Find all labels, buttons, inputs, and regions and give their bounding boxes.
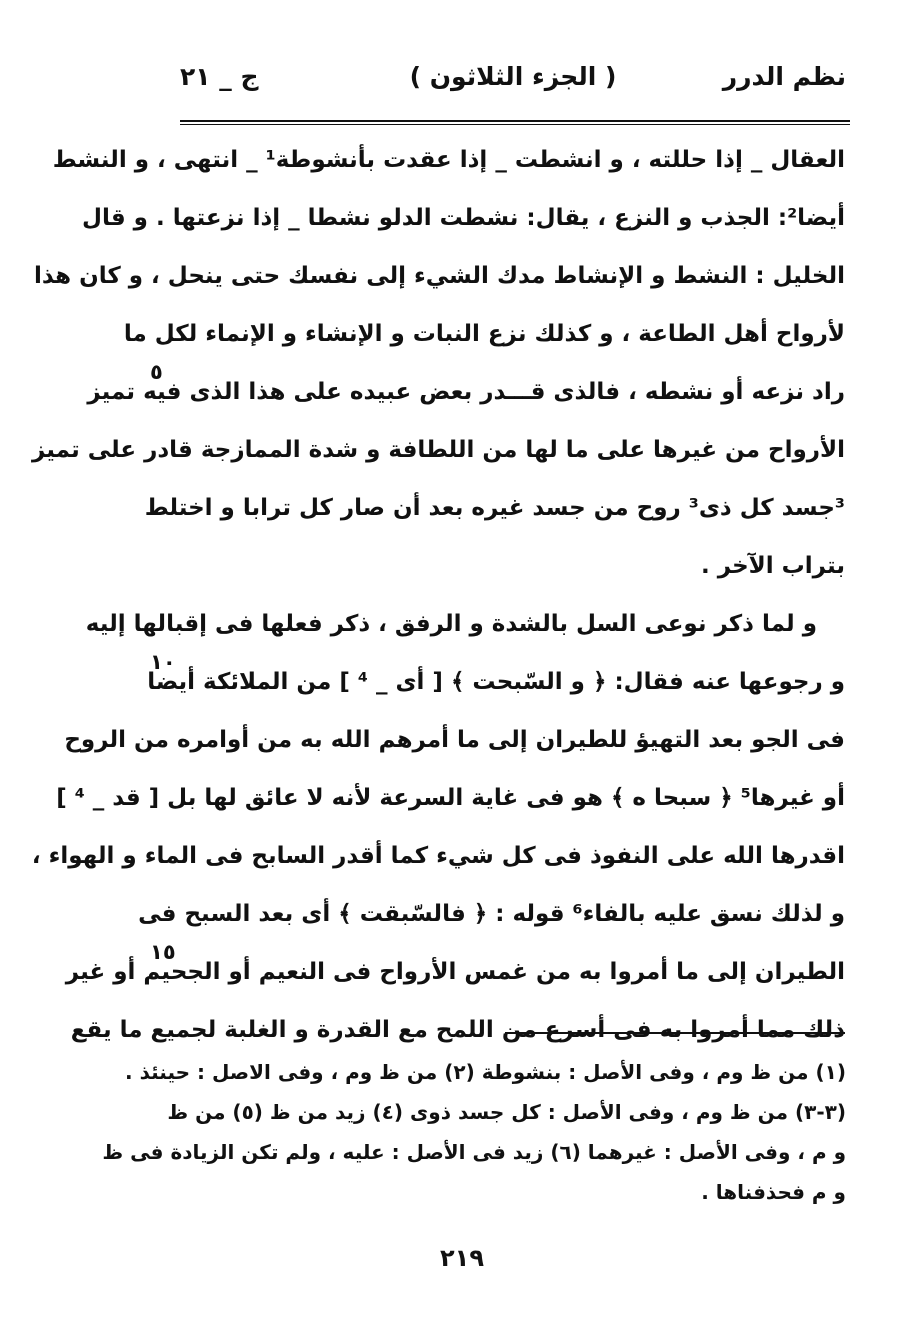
footnotes bbox=[102, 1052, 846, 1212]
text-line: ذلك مما أمروا به فى أسرع من اللمح مع القدرة و الغلبة لجميع ما يقع bbox=[70, 1017, 845, 1043]
text-line: راد نزعه أو نشطه ، فالذى قـــدر بعض عبيده على هذا الذى فيه تميز bbox=[87, 379, 845, 405]
text-line: بتراب الآخر . bbox=[701, 553, 845, 579]
footnote-line: و م ، وفى الأصل : غيرهما (٦) زيد فى الأصل : عليه ، ولم تكن الزيادة فى ظ bbox=[102, 1140, 846, 1164]
line-number: ١٠ bbox=[150, 650, 176, 674]
header-rule bbox=[180, 120, 850, 122]
text-line: الطيران إلى ما أمروا به من غمس الأرواح فى النعيم أو الجحيم أو غير bbox=[65, 959, 845, 985]
text-line: و لذلك نسق عليه بالفاء⁶ قوله : ﴿ فالسّبقت ﴾ أى بعد السبح فى bbox=[138, 901, 845, 927]
footnote-line: و م فحذفناها . bbox=[701, 1180, 846, 1204]
text-line: الأرواح من غيرها على ما لها من اللطافة و شدة الممازجة قادر على تميز bbox=[31, 437, 845, 463]
text-line: أو غيرها⁵ ﴿ سبحا ه ﴾ هو فى غاية السرعة لأنه لا عائق لها بل [ قد _ ⁴ ] bbox=[56, 785, 845, 811]
footnote-line: (١) من ظ وم ، وفى الأصل : بنشوطة (٢) من ظ وم ، وفى الاصل : حينئذ . bbox=[125, 1060, 846, 1084]
header-volume: ج _ ٢١ bbox=[180, 62, 259, 91]
text-line: ³جسد كل ذى³ روح من جسد غيره بعد أن صار كل ترابا و اختلط bbox=[144, 495, 845, 521]
text-line: فى الجو بعد التهيؤ للطيران إلى ما أمرهم الله به من أوامره من الروح bbox=[64, 727, 845, 753]
text-line: العقال _ إذا حللته ، و انشطت _ إذا عقدت بأنشوطة¹ _ انتهى ، و النشط bbox=[52, 147, 845, 173]
page-number: ٢١٩ bbox=[440, 1244, 484, 1272]
text-line: اقدرها الله على النفوذ فى كل شيء كما أقدر السابح فى الماء و الهواء ، bbox=[31, 843, 845, 869]
text-line: و رجوعها عنه فقال: ﴿ و السّبحت ﴾ [ أى _ ⁴ ] من الملائكة أيضا bbox=[147, 669, 845, 695]
footnote-rule bbox=[505, 1032, 845, 1034]
header-rule-thin bbox=[180, 124, 850, 125]
header-part-title: ( الجزء الثلاثون ) bbox=[409, 62, 617, 91]
line-number: ١٥ bbox=[150, 940, 176, 964]
footnote-line: (٣-٣) من ظ وم ، وفى الأصل : كل جسد ذوى (٤) زيد من ظ (٥) من ظ bbox=[167, 1100, 846, 1124]
text-line: الخليل : النشط و الإنشاط مدك الشيء إلى نفسك حتى ينحل ، و كان هذا bbox=[33, 263, 845, 289]
text-line: و لما ذكر نوعى السل بالشدة و الرفق ، ذكر فعلها فى إقبالها إليه bbox=[85, 611, 817, 637]
text-line: لأرواح أهل الطاعة ، و كذلك نزع النبات و الإنشاء و الإنماء لكل ما bbox=[123, 321, 845, 347]
text-line: أيضا²: الجذب و النزع ، يقال: نشطت الدلو نشطا _ إذا نزعتها . و قال bbox=[82, 205, 845, 231]
header-book-title: نظم الدرر bbox=[722, 62, 846, 91]
line-number: ٥ bbox=[150, 360, 163, 384]
running-header bbox=[180, 62, 846, 106]
